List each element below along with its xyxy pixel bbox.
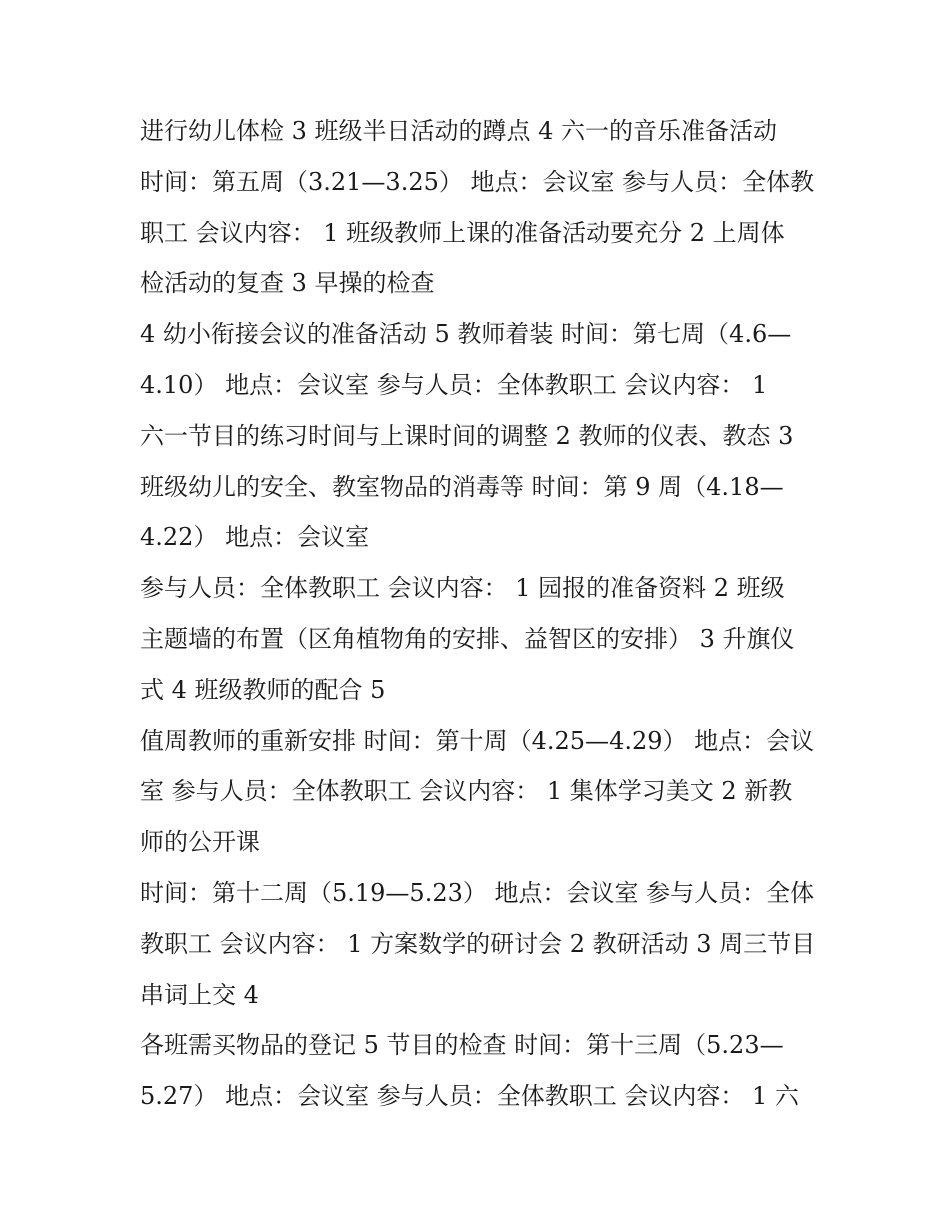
- text-line: 4.10） 地点：会议室 参与人员：全体教职工 会议内容： 1: [140, 370, 768, 399]
- text-line: 各班需买物品的登记 5 节目的检查 时间：第十三周（5.23—: [140, 1031, 784, 1060]
- text-line: 时间：第十二周（5.19—5.23） 地点：会议室 参与人员：全体: [140, 878, 815, 907]
- text-line: 4 幼小衔接会议的准备活动 5 教师着装 时间：第七周（4.6—: [140, 320, 792, 349]
- text-line: 时间：第五周（3.21—3.25） 地点：会议室 参与人员：全体教: [140, 167, 815, 196]
- text-line: 值周教师的重新安排 时间：第十周（4.25—4.29） 地点：会议: [140, 726, 815, 755]
- text-line: 参与人员：全体教职工 会议内容： 1 园报的准备资料 2 班级: [140, 574, 785, 603]
- text-line: 串词上交 4: [140, 980, 259, 1009]
- text-line: 4.22） 地点：会议室: [140, 523, 370, 552]
- document-body: [140, 106, 820, 1122]
- text-line: 班级幼儿的安全、教室物品的消毒等 时间：第 9 周（4.18—: [140, 472, 784, 501]
- text-line: 教职工 会议内容： 1 方案数学的研讨会 2 教研活动 3 周三节目: [140, 929, 816, 958]
- text-line: 职工 会议内容： 1 班级教师上课的准备活动要充分 2 上周体: [140, 218, 785, 247]
- text-line: 5.27） 地点：会议室 参与人员：全体教职工 会议内容： 1 六: [140, 1082, 799, 1111]
- text-line: 式 4 班级教师的配合 5: [140, 675, 386, 704]
- text-line: 检活动的复查 3 早操的检查: [140, 269, 435, 298]
- text-line: 进行幼儿体检 3 班级半日活动的蹲点 4 六一的音乐准备活动: [140, 117, 778, 145]
- text-line: 主题墙的布置（区角植物角的安排、益智区的安排） 3 升旗仪: [140, 624, 795, 653]
- text-line: 六一节目的练习时间与上课时间的调整 2 教师的仪表、教态 3: [140, 421, 794, 450]
- text-line: 师的公开课: [140, 828, 260, 857]
- text-line: 室 参与人员：全体教职工 会议内容： 1 集体学习美文 2 新教: [140, 777, 793, 806]
